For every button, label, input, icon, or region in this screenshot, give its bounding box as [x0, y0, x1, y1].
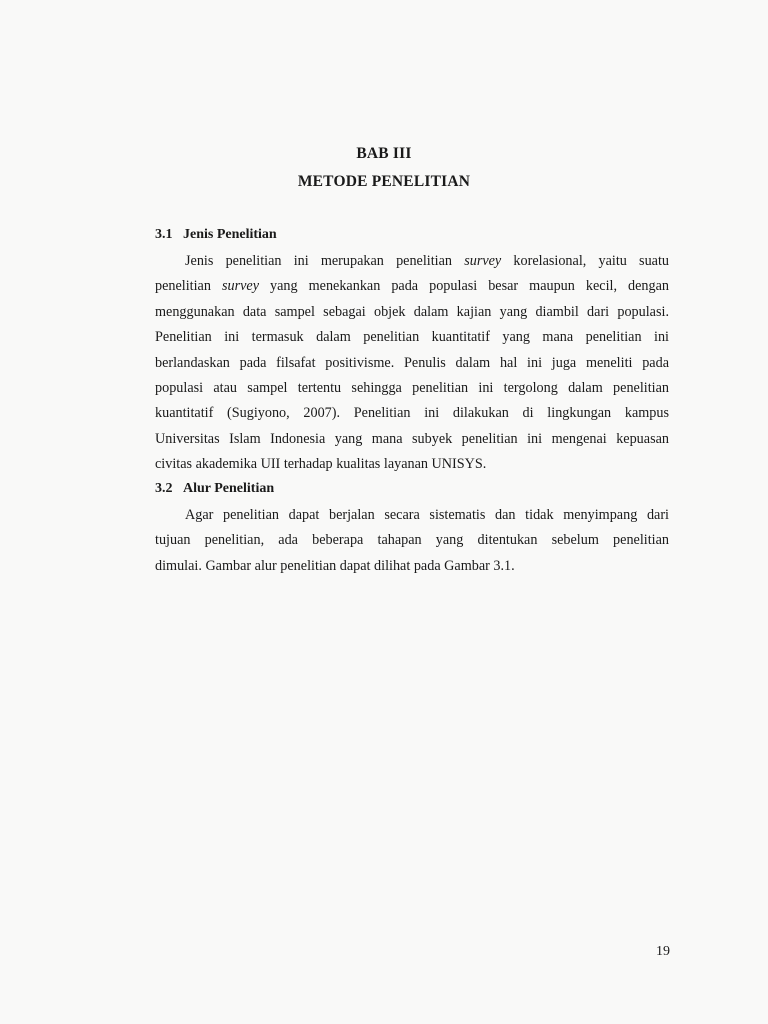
- text-line: populasi atau sampel tertentu sehingga penelitian ini tergolong dalam penelitian: [155, 379, 669, 396]
- section-title: Alur Penelitian: [183, 481, 275, 496]
- text-line: civitas akademika UII terhadap kualitas layanan UNISYS.: [155, 456, 487, 473]
- text-line: Penelitian ini termasuk dalam penelitian kuantitatif yang mana penelitian ini: [155, 329, 669, 346]
- chapter-title: METODE PENELITIAN: [297, 173, 471, 190]
- section-heading-3-1: [155, 227, 277, 243]
- paragraph-jenis-penelitian: [155, 249, 669, 478]
- text-line: tujuan penelitian, ada beberapa tahapan yang ditentukan sebelum penelitian: [155, 532, 669, 549]
- chapter-number: BAB III: [356, 145, 412, 162]
- text-line: kuantitatif (Sugiyono, 2007). Penelitian ini dilakukan di lingkungan kampus: [155, 405, 669, 422]
- section-number: 3.2: [155, 481, 173, 496]
- text-line: Universitas Islam Indonesia yang mana subyek penelitian ini mengenai kepuasan: [155, 430, 669, 447]
- text-line: dimulai. Gambar alur penelitian dapat dilihat pada Gambar 3.1.: [155, 557, 515, 574]
- section-heading-3-2: [155, 481, 274, 497]
- text-line: menggunakan data sampel sebagai objek dalam kajian yang diambil dari populasi.: [155, 303, 669, 320]
- section-number: 3.1: [155, 227, 173, 242]
- section-title: Jenis Penelitian: [183, 227, 277, 242]
- text-line: berlandaskan pada filsafat positivisme. Penulis dalam hal ini juga meneliti pada: [155, 354, 669, 371]
- paragraph-alur-penelitian: [155, 503, 669, 579]
- page-number: 19: [656, 944, 670, 959]
- text-line: penelitian survey yang menekankan pada populasi besar maupun kecil, dengan: [155, 278, 669, 295]
- text-line: Agar penelitian dapat berjalan secara sistematis dan tidak menyimpang dari: [185, 507, 669, 523]
- text-line: Jenis penelitian ini merupakan penelitian survey korelasional, yaitu suatu: [185, 253, 669, 269]
